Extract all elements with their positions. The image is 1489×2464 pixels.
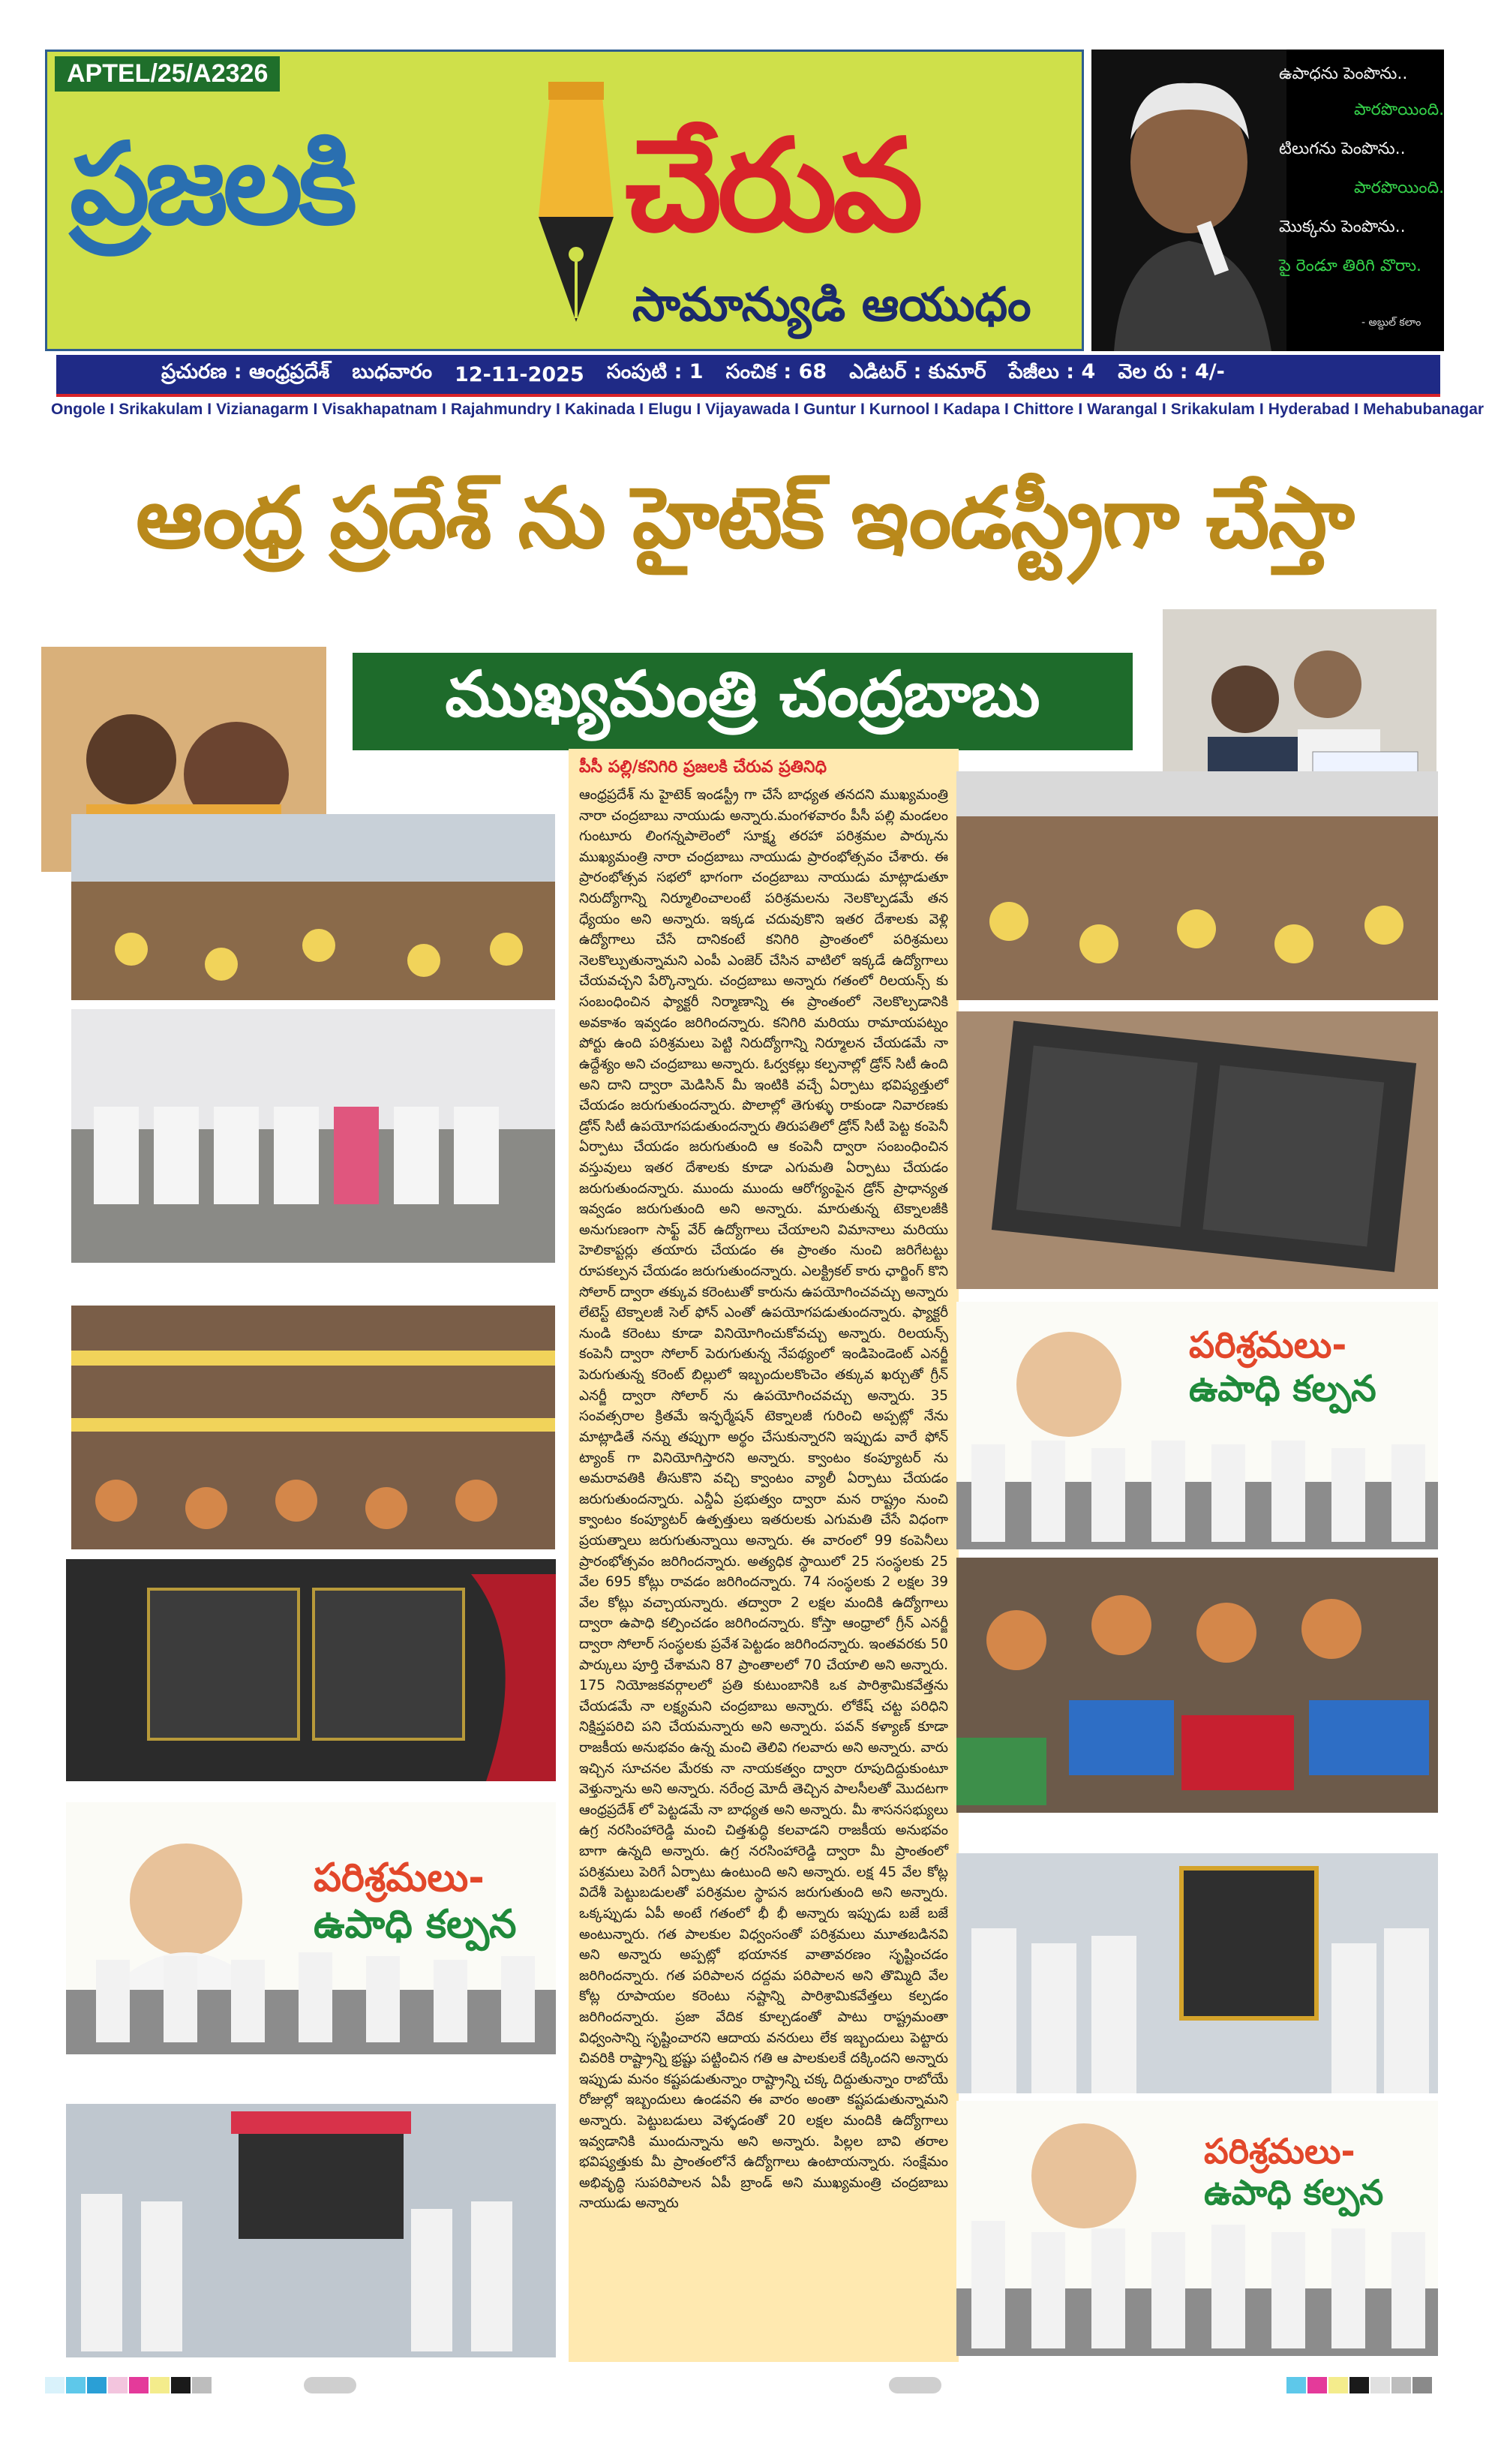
city-item: Kurnool [869, 401, 930, 418]
poster-photo-3 [956, 2101, 1438, 2356]
article-text: ఆంధ్రప్రదేశ్ ను హైటెక్ ఇండస్ట్రీ గా చేసే బాధ్యత తనదని ముఖ్యమంత్రి నారా చంద్రబాబు నాయుడు అన్నారు.మంగళవారం పీసీ పల్లి మండలం గుంటూరు లింగన్నపాలెంలో సూక్ష్మ తరహా పరిశ్రమల పార్కును ముఖ్యమంత్రి నారా చంద్రబాబు నాయుడు ప్రారంభోత్సవం చేశారు. ఈ ప్రారంభోత్సవ సభలో భాగంగా చంద్రబాబు నాయుడు మాట్లాడుతూ నిరుద్యోగాన్ని నిర్మూలించాలంటే పరిశ్రమలను నెలకొల్పడమే తన ధ్యేయం అని అన్నారు. ఇక్కడ చదువుకొని ఇతర దేశాలకు వెళ్లి ఉద్యోగాలు చేసే దానికంటే కనిగిరి ప్రాంతంలో పరిశ్రమలు నెలకొల్పుతున్నామని ఎంపీ ఎంజెర్ చేసిన వాటిలో ఇక్కడే ఉద్యోగాలు చేయవచ్చని పేర్కొన్నారు. చంద్రబాబు అన్నారు గతంలో రిలయన్స్ కు సంబంధించిన ఫ్యాక్టరీ నిర్మాణాన్ని ఈ ప్రాంతంలో నెలకొల్పడానికి అవకాశం ఇవ్వడం జరిగిందన్నారు. కనిగిరి మరియు రామాయపట్నం పోర్టు ఉంది పరిశ్రమలు పెట్టి నిరుద్యోగాన్ని నిర్మూలన చేయడమే నా ఉద్దేశ్యం అని చంద్రబాబు అన్నారు. ఓర్వకల్లు కల్పనాల్లో డ్రోన్ సిటీ ఉంది అని దాని ద్వారా మెడిసిన్ మీ ఇంటికి వచ్చే ఏర్పాటు భవిష్యత్తులో చేయడం జరుగుతుందన్నారు. పొలాల్లో తెగుళ్ళు రాకుండా నివారణకు డ్రోన్ సిటీ ఉపయోగపడుతుందన్నారు తిరుపతిలో డ్రోన్ సిటీ పెట్ట కంపెనీ ఏర్పాటు చేయడం జరుగుతుంది ఆ కంపెనీ ద్వారా సంబంధించిన వస్తువులు ఇతర దేశాలకు కూడా ఎగుమతి ఏర్పాటు చేయడం జరుగుతుందన్నారు. ముందు ముందు ఆరోగ్యంపైన డ్రోన్ ప్రాధాన్యత ఇవ్వడం జరుగుతుంది అని అన్నారు. మారుతున్న టెక్నాలజీకి అనుగుణంగా సాఫ్ట్ వేర్ ఉద్యోగాలు చేయాలని విమానాలు మరియు హెలికాప్టర్లు తయారు చేయడం ఈ ప్రాంతం నుంచి జరిగేటట్టు రూపకల్పన చేయడం జరుగుతుందన్నారు. ఎలక్ట్రికల్ కారు ఛార్జింగ్ కొని సోలార్ ద్వారా తక్కువ కరెంటుతో కారును ఉపయోగించవచ్చు అన్నారు లేటెస్ట్ టెక్నాలజీ సెల్ ఫోన్ ఎంతో ఉపయోగపడుతుందన్నారు. ఫ్యాక్టరీ నుండి కరెంటు కూడా వినియోగించుకోవచ్చు అన్నారు. రిలయన్స్ కంపెనీ ద్వారా సోలార్ పెరుగుతున్న నేపథ్యంలో ఇండిపెండెంట్ ఎనర్జీ పెరుగుతున్న కరెంట్ బిల్లులో ఇబ్బందులకొంచెం తక్కువ ఖర్చుతో గ్రీన్ ఎనర్జీ ద్వారా సోలార్ ను ఉపయోగించవచ్చు అన్నారు. 35 సంవత్సరాల క్రితమే ఇన్ఫర్మేషన్ టెక్నాలజీ గురించి అప్పట్లో నేను మాట్లాడితే నన్ను తప్పుగా అర్థం చేసుకున్నారని ఇప్పుడు వారే ఫోన్ ట్యాంక్ గా వినియోగిస్తారని అన్నారు. క్వాంటం కంప్యూటర్ ను అమరావతికి తీసుకొని వచ్చి క్వాంటం వ్యాలీ ఏర్పాటు చేయడం జరుగుతుందన్నారు. ఎన్డీఏ ప్రభుత్వం ద్వారా మన రాష్ట్రం నుంచి క్వాంటం కంప్యూటర్ ఉత్పత్తులు ఇతరులకు ఎగుమతి చేసే విధంగా ప్రయత్నాలు జరుగుతున్నాయి అన్నారు. ఈ వారంలో 99 కంపెనీలు ప్రారంభోత్సవం జరిగిందన్నారు. అత్యధిక స్థాయిలో 25 సంస్థలకు 25 వేల 695 కోట్లు రావడం జరిగిందన్నారు. 74 సంస్థలకు 2 లక్షల 39 వేల కోట్లు వచ్చాయన్నారు. తద్వారా 2 లక్షల మందికి ఉద్యోగాలు ద్వారా ఉపాధి కల్పించడం జరిగిందన్నారు. కోస్తా ఆంధ్రాలో గ్రీన్ ఎనర్జీ ద్వారా సోలార్ సంస్థలకు ప్రవేశ పెట్టడం జరిగిందన్నారు. ఇంతవరకు 50 పార్కులు పూర్తి చేశామని 87 ప్రాంతాలలో 70 చేయాలి అని అన్నారు. 175 నియోజకవర్గాలలో ప్రతి కుటుంబానికి ఒక పారిశ్రామికవేత్తను చేయడమే నా లక్ష్యమని చంద్రబాబు అన్నారు. లోకేష్ చట్ట పరిధిని నిక్షిప్తపరిచి పని చేయమన్నారు అని అన్నారు. పవన్ కళ్యాణ్ కూడా రాజకీయ అనుభవం ఉన్న మంచి తెలివి గలవారు అని అన్నారు. వారు ఇచ్చిన సూచనల మేరకు నా నాయకత్వం ద్వారా రూపుదిద్దుకుంటూ వెళ్తున్నాను అని అన్నారు. నరేంద్ర మోదీ తెచ్చిన పాలసీలతో మొదటగా ఆంధ్రప్రదేశ్ లో పెట్టడమే నా బాధ్యత అని అన్నారు. మీ శాసనసభ్యులు ఉగ్ర నరసింహారెడ్డి మంచి చిత్తశుద్ధి కలవాడని రాజకీయ అనుభవం బాగా ఉన్నది అన్నారు. ఉగ్ర నరసింహారెడ్డి ద్వారా మీ ప్రాంతంలో పరిశ్రమలు పెరిగే ఏర్పాటు ఉంటుంది అని అన్నారు. లక్ష 45 వేల కోట్ల విదేశీ పెట్టుబడులతో పరిశ్రమల స్థాపన జరుగుతుంది అని అన్నారు. ఒక్కప్పుడు ఏపీ అంటే గతంలో భీ భీ అన్నారు ఇప్పుడు బజే బజే అంటున్నారు. గత పాలకుల విధ్వంసంతో పరిశ్రమలు మూతబడినవి అని అన్నారు అప్పట్లో భయానక వాతావరణం సృష్టించడం జరిగిందన్నారు. గత పరిపాలన దద్దమ పరిపాలన అని తొమ్మిది వేల కోట్ల రూపాయల కరెంటు నష్టాన్ని పారిశ్రామికవేత్తలు కల్పడం జరిగిందన్నారు. ప్రజా వేదిక కూల్చడంతో పాటు రాష్ట్రమంతా విధ్వంసాన్ని సృష్టించారని ఆదాయ వనరులు లేక ఇబ్బందులు పెట్టారు చివరికి రాష్ట్రాన్ని భ్రష్టు పట్టించిన గతి ఆ పాలకులకే దక్కిందని అన్నారు ఇప్పుడు మనం కష్టపడుతున్నాం రాష్ట్రాన్ని చక్క దిద్దుతున్నాం రాబోయే రోజుల్లో ఇబ్బందులు ఉండవని ఈ వారం అంతా కష్టపడుతున్నామని అన్నారు. పెట్టుబడులు వెళ్ళడంతో 20 లక్షల మందికి ఉద్యోగాలు ఇవ్వడానికి ముందున్నాను అని అన్నారు. పిల్లల బావి తరాల భవిష్యత్తుకు మీ ప్రాంతంలోనే ఉద్యోగాలు ఉంటాయన్నారు. సంక్షేమం అభివృద్ధి సుపరిపాలన ఏపీ బ్రాండ్ అని ముఖ్యమంత్రి చంద్రబాబు నాయుడు అన్నారు [579, 787, 948, 2212]
poster-title: పరిశ్రమలు- ఉపాధి కల్పన [314, 1856, 517, 1948]
color-swatch [150, 2377, 170, 2393]
plaque-unveiling-photo [66, 1559, 556, 1781]
city-item: Srikakulam [1170, 401, 1255, 418]
city-item: Kadapa [943, 401, 1000, 418]
issue-date: 12-11-2025 [455, 362, 584, 386]
price: వెల రు : 4/- [1118, 360, 1225, 383]
poster-title: పరిశ్రమలు- ఉపాధి కల్పన [1189, 1324, 1376, 1410]
city-item: Rajahmundry [450, 401, 552, 418]
registration-number: APTEL/25/A2326 [55, 56, 280, 92]
masthead-tagline: సామాన్యుడి ఆయుధం [632, 277, 1031, 332]
sub-headline: ముఖ్యమంత్రి చంద్రబాబు [353, 653, 1133, 750]
city-item: Chittore [1013, 401, 1074, 418]
print-color-bar-right [1286, 2377, 1432, 2393]
crowd-photo-3 [956, 771, 1438, 1000]
quote-line-6: పై రెండూ తిరిగి వొరాు. [1279, 257, 1422, 275]
color-swatch [108, 2377, 128, 2393]
poster-photo-2 [956, 1302, 1438, 1549]
color-swatch [45, 2377, 65, 2393]
city-item: Srikakulam [119, 401, 203, 418]
city-item: Visakhapatnam [322, 401, 437, 418]
quote-author: - అబ్దుల్ కలాం [1361, 317, 1421, 329]
issue-info-strip [56, 355, 1440, 397]
city-item: Kakinada [564, 401, 635, 418]
color-swatch [66, 2377, 86, 2393]
stage-dignitaries-photo [71, 1009, 555, 1263]
cm-plaque-unveiling-photo [956, 1853, 1438, 2093]
page-count: పేజీలు : 4 [1008, 360, 1096, 383]
editor-name: ఎడిటర్ : కుమార్ [849, 360, 986, 383]
color-swatch [1391, 2377, 1411, 2393]
portrait-image [1091, 50, 1286, 351]
city-item: Ongole [51, 401, 106, 418]
issue-day: బుధవారం [352, 360, 433, 383]
poster-photo-1 [66, 1802, 556, 2054]
color-swatch [1349, 2377, 1369, 2393]
article-byline: పీసీ పల్లి/కనిగిరి ప్రజలకి చేరువ ప్రతినిధి [579, 758, 827, 777]
publication-place: ప్రచురణ : ఆంధ్రప్రదేశ్ [161, 360, 330, 383]
print-color-bar-left [45, 2377, 212, 2393]
city-item: Vijayawada [705, 401, 791, 418]
crowd-photo-2 [71, 1306, 555, 1549]
issue-volume: సంపుటి : 1 [606, 360, 704, 383]
quote-line-2: పారపొయింది. [1354, 101, 1445, 119]
color-swatch [1286, 2377, 1306, 2393]
women-holding-cheques-photo [956, 1558, 1438, 1813]
quote-line-3: టిలుగను పెంపొను.. [1279, 140, 1406, 158]
foundation-plaque-photo [956, 1011, 1438, 1289]
logo-left-text: ప్రజలకి [70, 119, 353, 250]
logo-right-text: చేరువ [625, 112, 919, 260]
color-swatch [1370, 2377, 1390, 2393]
city-item: Elugu [648, 401, 692, 418]
pen-nib-icon [527, 67, 625, 337]
quote-line-5: మొక్కను పెంపొను.. [1279, 218, 1406, 236]
city-item: Warangal [1087, 401, 1157, 418]
city-item: Guntur [803, 401, 856, 418]
color-swatch [1328, 2377, 1348, 2393]
article-body [569, 749, 959, 2362]
color-swatch [171, 2377, 191, 2393]
main-headline: ఆంధ్ర ప్రదేశ్ ను హైటెక్ ఇండస్ట్రీగా చేస్తా [135, 470, 1354, 567]
plaque-group-photo [66, 2104, 556, 2357]
quote-panel [1091, 50, 1444, 351]
city-item: Mehabubanagar [1363, 401, 1484, 418]
issue-number: సంచిక : 68 [725, 360, 827, 383]
city-list: Ongole I Srikakulam I Vizianagarm I Visakhapatnam I Rajahmundry I Kakinada I Elugu I Vijayawada I Guntur I Kurnool I Kadapa I Chittore I Warangal I Srikakulam I Hyderabad I Mehabubanagar [51, 401, 1446, 422]
quote-line-4: పారపొయింది. [1354, 179, 1445, 197]
city-item: Hyderabad [1268, 401, 1350, 418]
color-swatch [129, 2377, 149, 2393]
quote-line-1: ఉపాధను పెంపొను.. [1279, 65, 1408, 83]
poster-title: పరిశ్రమలు- ఉపాధి కల్పన [1204, 2131, 1384, 2213]
crowd-photo-1 [71, 814, 555, 1000]
color-swatch [1412, 2377, 1432, 2393]
masthead [45, 50, 1084, 351]
color-swatch [192, 2377, 212, 2393]
color-swatch [87, 2377, 107, 2393]
registration-mark [304, 2377, 356, 2393]
registration-mark [889, 2377, 941, 2393]
city-item: Vizianagarm [216, 401, 309, 418]
color-swatch [1307, 2377, 1327, 2393]
